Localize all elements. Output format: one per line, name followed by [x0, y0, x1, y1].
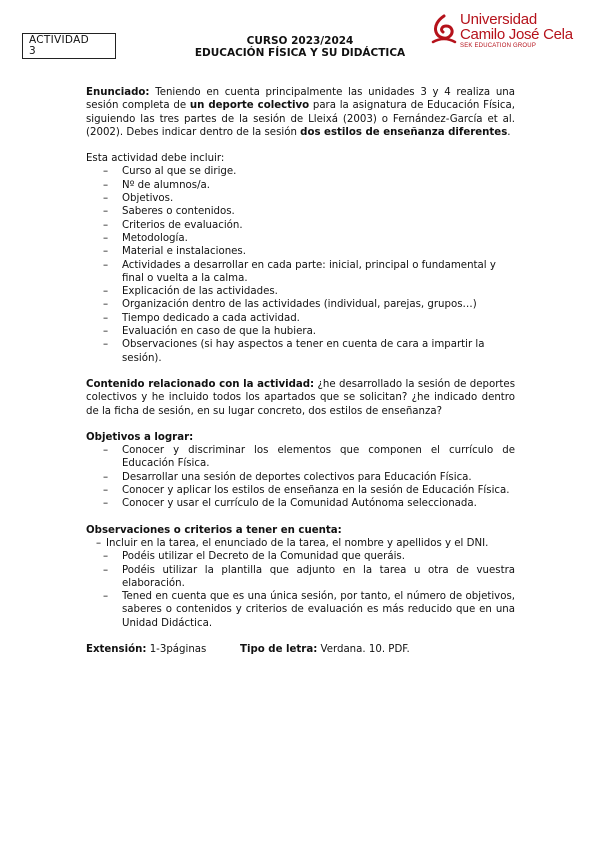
objetivo-text: – Desarrollar una sesión de deportes colectivos para Educación Física.: [122, 471, 472, 483]
enunciado-text-1: Teniendo en cuenta principalmente las unidades 3 y 4 realiza una sesión completa de: [86, 87, 515, 112]
list-item: – Nº de alumnos/a.: [86, 179, 515, 192]
course-year: CURSO 2023/2024: [246, 35, 354, 47]
contenido-label: Contenido relacionado con la actividad:: [86, 378, 315, 390]
enunciado-text-3: .: [507, 126, 511, 138]
list-item: – Explicación de las actividades.: [86, 285, 515, 298]
list-item: [86, 564, 515, 591]
enunciado-bold-1: un deporte colectivo: [189, 100, 310, 112]
observacion-text: – Podéis utilizar el Decreto de la Comunidad que queráis.: [122, 551, 405, 563]
course-header: [160, 35, 440, 59]
activity-label: ACTIVIDAD: [29, 34, 89, 46]
font-info: [240, 643, 410, 656]
enunciado-text-2: para la asignatura de Educación Física, siguiendo las tres partes de la sesión de Lleixá (2003) o Fernández-García et al. (2002). Debes indicar dentro de la sesión: [86, 100, 515, 138]
incluir-intro: Esta actividad debe incluir:: [86, 153, 225, 165]
activity-box: [22, 33, 116, 59]
font-value: Verdana. 10. PDF.: [317, 643, 410, 655]
list-item: – Saberes o contenidos.: [86, 205, 515, 218]
extension-label: Extensión:: [86, 643, 147, 655]
objetivos-list: [86, 444, 515, 510]
list-item: – Criterios de evaluación.: [86, 219, 515, 232]
observacion-text: – Podéis utilizar la plantilla que adjunto en la tarea u otra de vuestra elaboración.: [122, 564, 515, 589]
logo-name: Camilo José Cela: [460, 26, 573, 43]
list-item: – Objetivos.: [86, 192, 515, 205]
logo-group: SEK EDUCATION GROUP: [460, 43, 537, 49]
observaciones-heading: Observaciones o criterios a tener en cuenta:: [86, 524, 342, 536]
list-item: [86, 550, 515, 563]
list-item: [86, 484, 515, 497]
logo-emblem-icon: [430, 14, 458, 48]
enunciado-label: Enunciado:: [86, 87, 150, 98]
logo-university: Universidad: [460, 11, 538, 28]
incluir-list: [86, 165, 515, 364]
list-item: – Evaluación en caso de que la hubiera.: [86, 325, 515, 338]
list-item: – Material e instalaciones.: [86, 245, 515, 258]
university-logo: [430, 12, 590, 52]
footer-row: [86, 643, 515, 657]
subject-title: EDUCACIÓN FÍSICA Y SU DIDÁCTICA: [194, 47, 406, 59]
objetivos-heading: Objetivos a lograr:: [86, 431, 194, 443]
list-item: [86, 444, 515, 471]
objetivo-text: – Conocer y aplicar los estilos de enseñanza en la sesión de Educación Física.: [122, 485, 510, 497]
contenido-text: ¿he desarrollado la sesión de deportes colectivos y he incluido todos los apartados que se solicitan? ¿he indicado dentro de la ficha de sesión, en su lugar concreto, dos estilos de enseñanza?: [86, 378, 515, 417]
extension-info: [86, 643, 206, 656]
document-body: [86, 86, 515, 657]
observaciones-list: [86, 550, 515, 630]
objetivo-text: – Conocer y discriminar los elementos que componen el currículo de Educación Física.: [122, 445, 515, 470]
list-item: [86, 590, 515, 630]
contenido-paragraph: [86, 378, 515, 418]
extension-value: 1-3páginas: [146, 643, 207, 655]
list-item: – Observaciones (si hay aspectos a tener en cuenta de cara a impartir la sesión).: [86, 338, 515, 365]
enunciado-paragraph: [86, 86, 515, 139]
list-item: – Curso al que se dirige.: [86, 165, 515, 178]
observacion-text: – Tened en cuenta que es una única sesión, por tanto, el número de objetivos, saberes o contenidos y criterios de evaluación es más reducido que en una Unidad Didáctica.: [122, 591, 515, 629]
font-label: Tipo de letra:: [240, 643, 318, 655]
list-item: – Actividades a desarrollar en cada parte: inicial, principal o fundamental y final o vuelta a la calma.: [86, 259, 515, 286]
list-item: – Incluir en la tarea, el enunciado de la tarea, el nombre y apellidos y el DNI.: [86, 537, 515, 550]
list-item: – Organización dentro de las actividades (individual, parejas, grupos…): [86, 298, 515, 311]
activity-number: 3: [29, 45, 36, 57]
objetivo-text: – Conocer y usar el currículo de la Comunidad Autónoma seleccionada.: [122, 498, 477, 510]
list-item: – Metodología.: [86, 232, 515, 245]
list-item: [86, 471, 515, 484]
list-item: [86, 497, 515, 510]
enunciado-bold-2: dos estilos de enseñanza diferentes: [300, 126, 508, 138]
list-item: – Tiempo dedicado a cada actividad.: [86, 312, 515, 325]
